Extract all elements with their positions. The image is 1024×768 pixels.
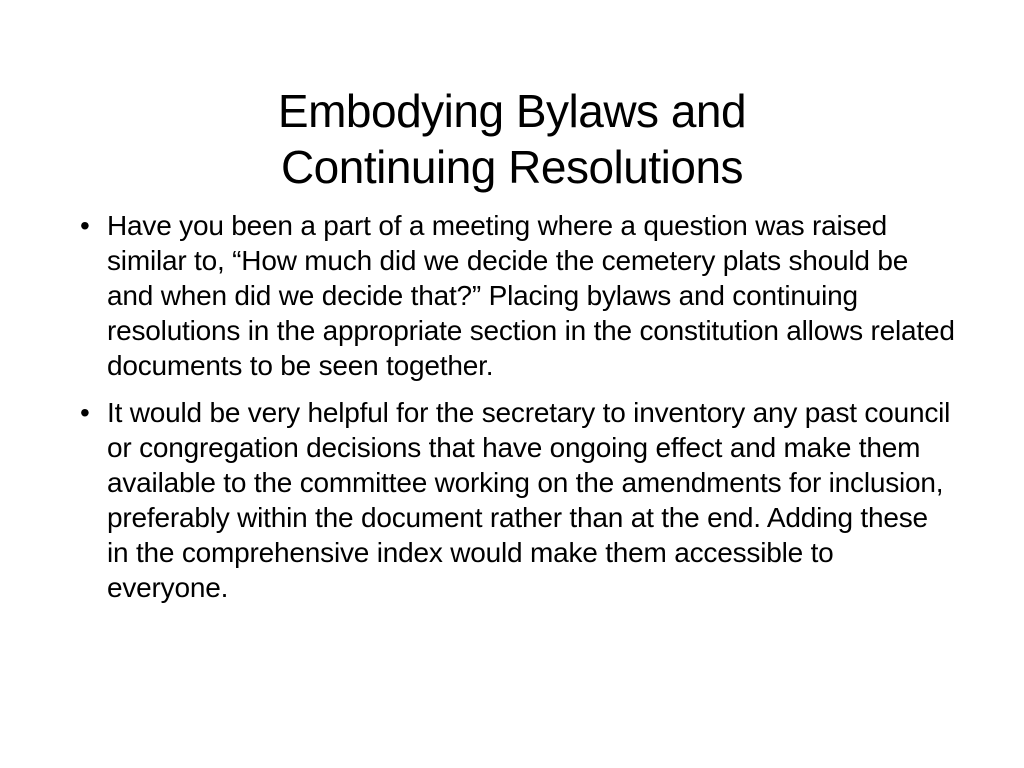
bullet-text: Have you been a part of a meeting where a question was raised similar to, “How much did we decide the cemetery plats should be and when did we decide that?” Placing bylaws and continuing resolutions in the appropriate section in the constitution allows related documents to be seen together. <box>107 210 955 381</box>
bullet-item <box>76 208 956 383</box>
slide-title-line-1: Embodying Bylaws and <box>277 84 747 137</box>
bullet-icon: • <box>80 397 90 428</box>
slide-title-line-2: Continuing Resolutions <box>280 140 744 193</box>
bullet-item <box>76 395 956 605</box>
slide-title <box>120 83 904 195</box>
bullet-icon: • <box>80 210 90 241</box>
bullet-text: It would be very helpful for the secretary to inventory any past council or congregation decisions that have ongoing effect and make them available to the committee working on the amendments for inclusion, preferably within the document rather than at the end. Adding these in the comprehensive index would make them accessible to everyone. <box>107 397 951 603</box>
bullet-list <box>76 208 956 617</box>
